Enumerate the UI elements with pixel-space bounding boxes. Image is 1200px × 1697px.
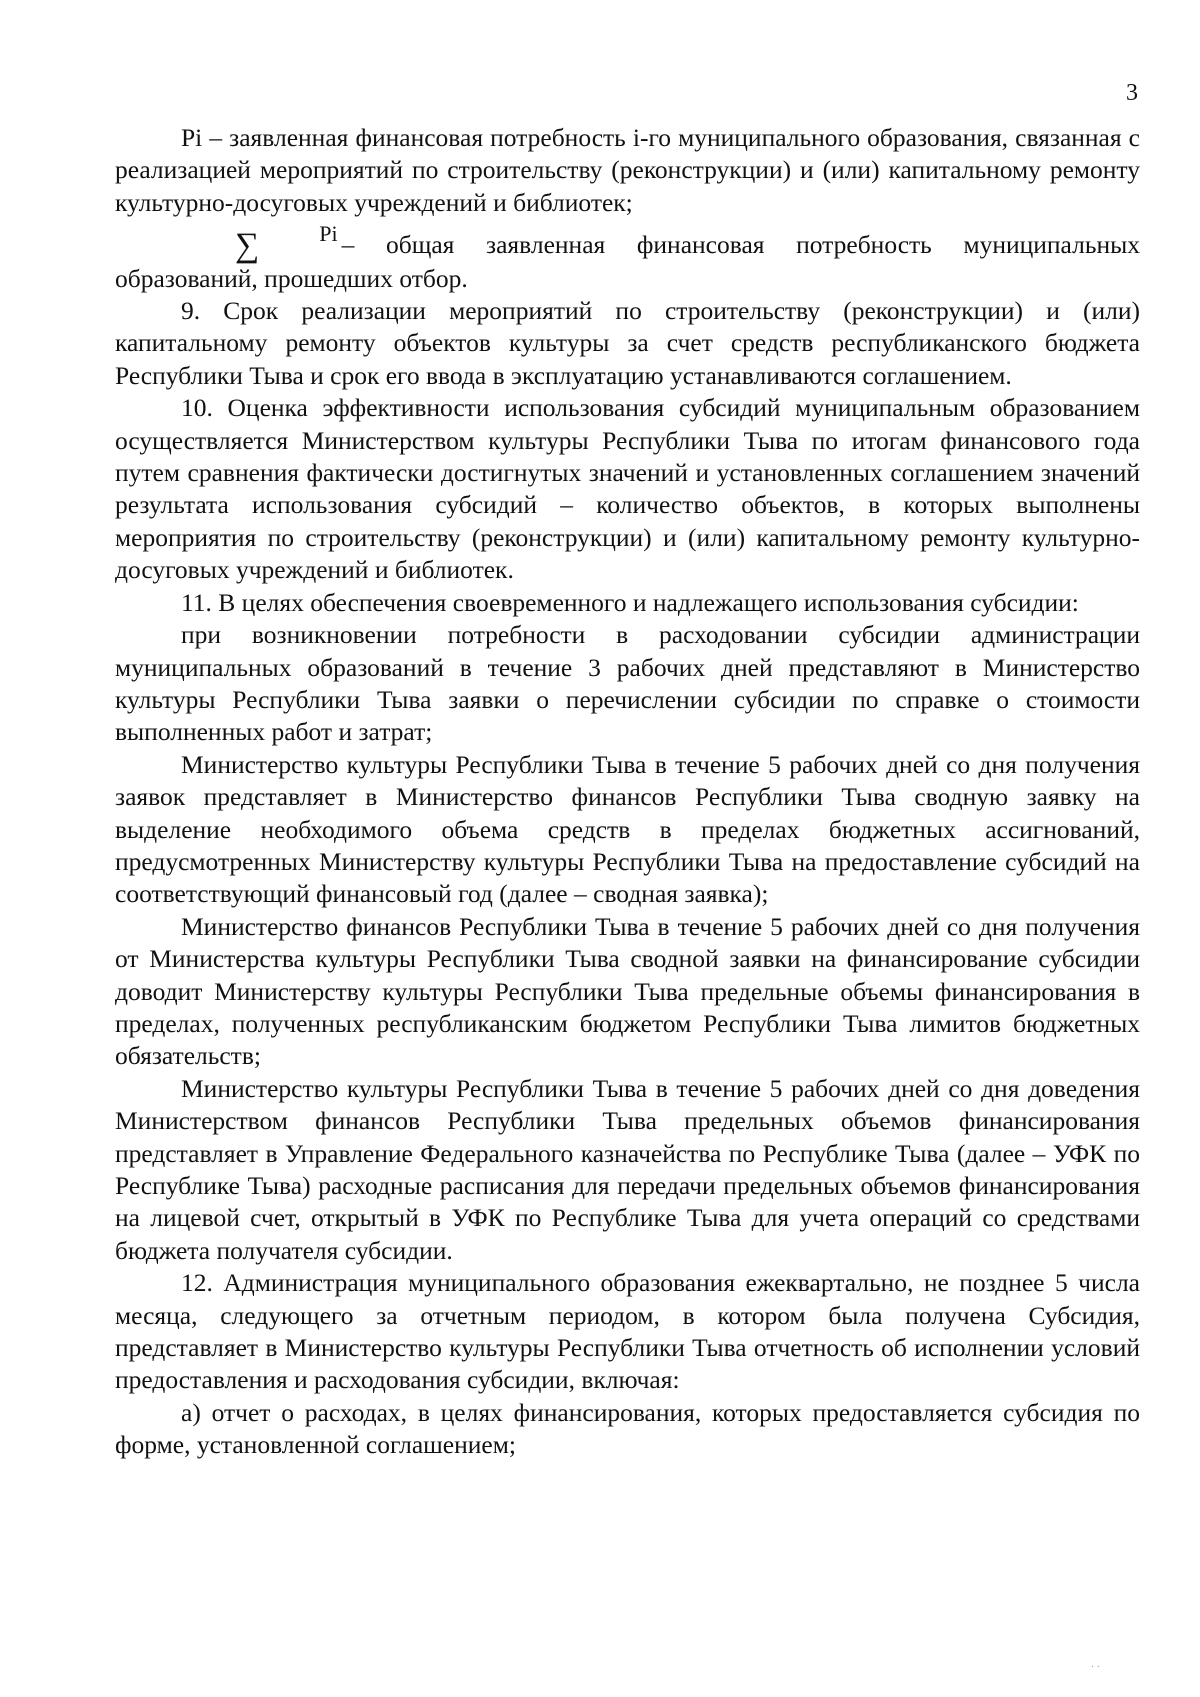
paragraph-item-11-c: Министерство финансов Республики Тыва в течение 5 рабочих дней со дня получения от Министерства культуры Республики Тыва сводной заявки на финансирование субсидии доводит Министерству культуры Республики Тыва предельные объемы финансирования в пределах, полученных республиканским бюджетом Республики Тыва лимитов бюджетных обязательств; — [115, 911, 1140, 1071]
sum-subscript: Pi — [319, 221, 338, 247]
paragraph-item-11-d: Министерство культуры Республики Тыва в течение 5 рабочих дней со дня доведения Министерством финансов Республики Тыва предельных объемов финансирования представляет в Управление Федерального казначейства по Республике Тыва (далее – УФК по Республике Тыва) расходные расписания для передачи предельных объемов финансирования на лицевой счет, открытый в УФК по Республике Тыва для учета операций со средствами бюджета получателя субсидии. — [115, 1073, 1140, 1265]
paragraph-item-11-a: при возникновении потребности в расходовании субсидии администрации муниципальных образований в течение 3 рабочих дней представляют в Министерство культуры Республики Тыва заявки о перечислении субсидии по справке о стоимости выполненных работ и затрат; — [115, 620, 1140, 747]
sum-symbol: ∑ — [235, 227, 260, 265]
document-body — [115, 122, 1140, 1462]
paragraph-item-12: 12. Администрация муниципального образования ежеквартально, не позднее 5 числа месяца, следующего за отчетным периодом, в котором была получена Субсидия, представляет в Министерство культуры Республики Тыва отчетность об исполнении условий предоставления и расходования субсидии, включая: — [115, 1268, 1140, 1395]
paragraph-item-9: 9. Срок реализации мероприятий по строительству (реконструкции) и (или) капитальному ремонту объектов культуры за счет средств республиканского бюджета Республики Тыва и срок его ввода в эксплуатацию устанавливаются соглашением. — [115, 296, 1140, 390]
page-number: 3 — [1126, 80, 1138, 106]
scan-specks: · · — [1090, 1662, 1100, 1673]
paragraph-item-12-a: а) отчет о расходах, в целях финансирования, которых предоставляется субсидия по форме, установленной соглашением; — [115, 1397, 1140, 1460]
paragraph-pi-definition: Pi – заявленная финансовая потребность i-го муниципального образования, связанная с реализацией мероприятий по строительству (реконструкции) и (или) капитальному ремонту культурно-досуговых учреждений и библиотек; — [115, 123, 1140, 217]
paragraph-item-10: 10. Оценка эффективности использования субсидий муниципальным образованием осуществляется Министерством культуры Республики Тыва по итогам финансового года путем сравнения фактически достигнутых значений и установленных соглашением значений результата использования субсидий – количество объектов, в которых выполнены мероприятия по строительству (реконструкции) и (или) капитальному ремонту культурно-досуговых учреждений и библиотек. — [115, 393, 1140, 585]
sum-definition-text: – общая заявленная финансовая потребность муниципальных образований, прошедших отбор. — [115, 230, 1140, 293]
paragraph-sum-definition — [115, 221, 1140, 295]
paragraph-item-11: 11. В целях обеспечения своевременного и надлежащего использования субсидии: — [181, 587, 1079, 617]
paragraph-item-11-b: Министерство культуры Республики Тыва в течение 5 рабочих дней со дня получения заявок представляет в Министерство финансов Республики Тыва сводную заявку на выделение необходимого объема средств в пределах бюджетных ассигнований, предусмотренных Министерству культуры Республики Тыва на предоставление субсидий на соответствующий финансовый год (далее – сводная заявка); — [115, 749, 1140, 909]
